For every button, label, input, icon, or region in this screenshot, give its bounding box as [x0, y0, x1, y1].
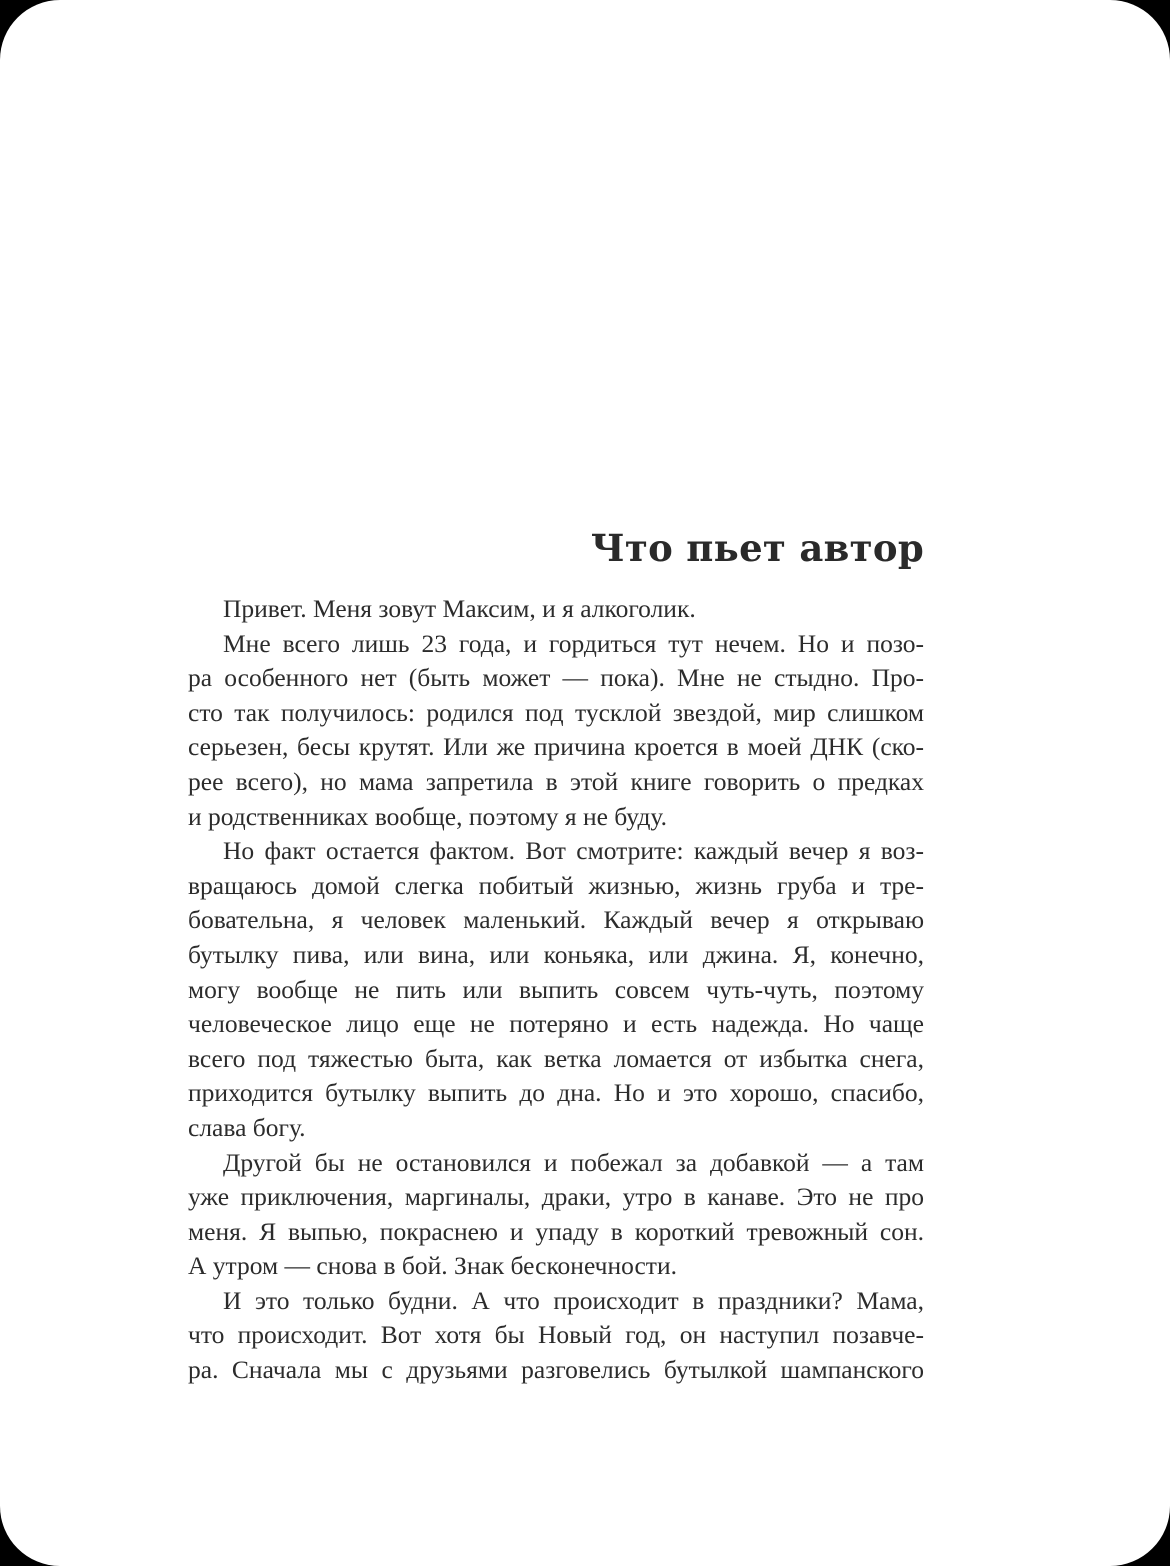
- text-line: сто так получилось: родился под тусклой звездой, мир слишком: [188, 697, 924, 727]
- text-line: приходится бутылку выпить до дна. Но и это хорошо, спасибо,: [188, 1078, 924, 1108]
- text-line: Привет. Меня зовут Максим, и я алкоголик.: [223, 594, 696, 623]
- text-line: бутылку пива, или вина, или коньяка, или джина. Я, конечно,: [188, 939, 924, 969]
- text-line: уже приключения, маргиналы, драки, утро в канаве. Это не про: [188, 1182, 924, 1212]
- text-line: и родственниках вообще, поэтому я не буду.: [188, 801, 667, 831]
- text-line: серьезен, бесы крутят. Или же причина кроется в моей ДНК (ско-: [188, 732, 924, 762]
- text-line: А утром — снова в бой. Знак бесконечности.: [188, 1251, 677, 1281]
- text-line: Мне всего лишь 23 года, и гордиться тут нечем. Но и позо-: [223, 628, 924, 658]
- text-line: всего под тяжестью быта, как ветка ломается от избытка снега,: [188, 1043, 924, 1073]
- text-line: Но факт остается фактом. Вот смотрите: каждый вечер я воз-: [223, 836, 924, 866]
- text-line: человеческое лицо еще не потеряно и есть надежда. Но чаще: [188, 1009, 924, 1039]
- text-line: Другой бы не остановился и побежал за добавкой — а там: [223, 1147, 924, 1177]
- text-line: И это только будни. А что происходит в праздники? Мама,: [223, 1285, 924, 1315]
- text-line: ра. Сначала мы с друзьями разговелись бутылкой шампанского: [188, 1355, 924, 1385]
- text-line: что происходит. Вот хотя бы Новый год, он наступил позавче-: [188, 1320, 924, 1350]
- text-line: ра особенного нет (быть может — пока). Мне не стыдно. Про-: [188, 663, 924, 693]
- chapter-title: Что пьет автор: [590, 526, 924, 570]
- body-text: [188, 592, 924, 1388]
- text-line: вращаюсь домой слегка побитый жизнью, жизнь груба и тре-: [188, 870, 924, 900]
- text-line: слава богу.: [188, 1112, 306, 1142]
- text-line: меня. Я выпью, покраснею и упаду в короткий тревожный сон.: [188, 1216, 924, 1246]
- text-line: рее всего), но мама запретила в этой книге говорить о предках: [188, 766, 924, 796]
- text-line: бовательна, я человек маленький. Каждый вечер я открываю: [188, 905, 924, 935]
- text-line: могу вообще не пить или выпить совсем чуть-чуть, поэтому: [188, 974, 924, 1004]
